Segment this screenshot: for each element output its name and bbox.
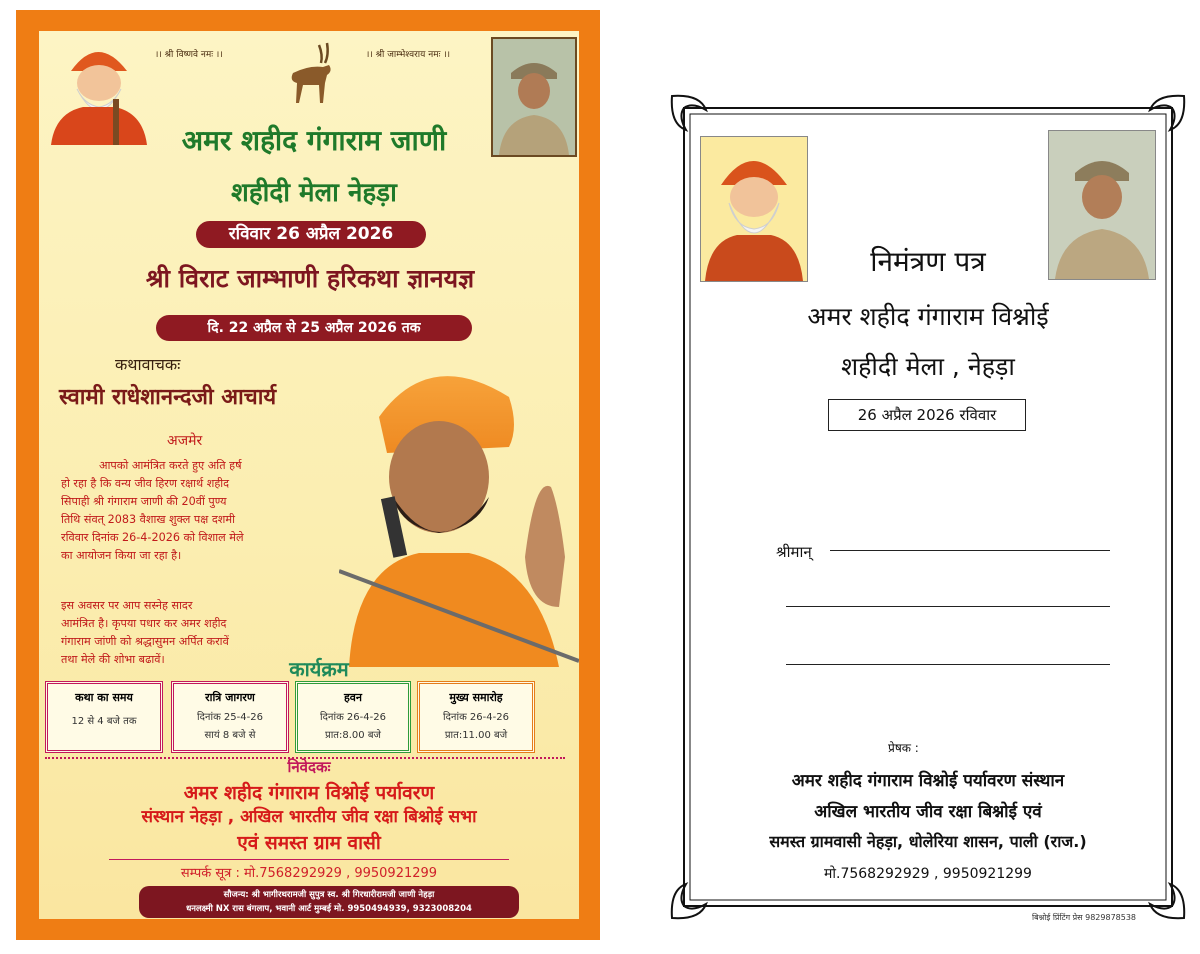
invite-line: आपको आमंत्रित करते हुए अति हर्ष <box>99 459 242 472</box>
program-box-line: 12 से 4 बजे तक <box>71 716 137 727</box>
sender-line3: समस्त ग्रामवासी नेहड़ा, धोलेरिया शासन, पाली (राज.) <box>769 832 1087 851</box>
saint-illustration <box>43 35 153 145</box>
sender-line1: अमर शहीद गंगाराम विश्नोई पर्यावरण संस्थान <box>791 771 1065 791</box>
recipient-address-line <box>786 664 1110 665</box>
invitation-card <box>670 94 1186 920</box>
saint-portrait <box>700 136 808 282</box>
katha-title: श्री विराट जाम्भाणी हरिकथा ज्ञानयज्ञ <box>145 264 475 293</box>
recipient-name-line <box>830 550 1110 551</box>
blackbuck-deer-icon <box>279 41 349 107</box>
recipient-address-line <box>786 606 1110 607</box>
speaker-name: स्वामी राधेशानन्दजी आचार्य <box>59 385 277 410</box>
program-box-samaroh <box>417 681 535 753</box>
card-phone: मो.7568292929 , 9950921299 <box>824 866 1032 882</box>
sender-line2: अखिल भारतीय जीव रक्षा बिश्नोई एवं <box>814 802 1042 822</box>
date-pill: रविवार 26 अप्रैल 2026 <box>196 221 426 248</box>
program-heading: कार्यक्रम <box>289 657 349 681</box>
poster-panel <box>39 31 579 919</box>
org-line1: अमर शहीद गंगाराम विश्नोई पर्यावरण <box>183 782 435 804</box>
contact-line: सम्पर्क सूत्र : मो.7568292929 , 9950921299 <box>180 866 438 881</box>
invite-line: इस अवसर पर आप सस्नेह सादर <box>61 599 193 612</box>
program-box-title: मुख्य समारोह <box>449 691 503 704</box>
kathavachak-label: कथावाचकः <box>115 355 181 374</box>
program-box-katha <box>45 681 163 753</box>
program-box-title: हवन <box>343 691 363 704</box>
card-line1: अमर शहीद गंगाराम विश्नोई <box>807 302 1049 331</box>
invite-line: रविवार दिनांक 26-4-2026 को विशाल मेले <box>61 531 244 544</box>
program-box-line: प्रात:8.00 बजे <box>325 730 381 741</box>
card-title: निमंत्रण पत्र <box>870 245 986 278</box>
footer-credit-line2: धनलक्ष्मी NX रास बंगलाप, भवानी आर्ट मुम्बई मो. 9950494939, 9323008204 <box>186 904 472 914</box>
poster-title-line2: शहीदी मेला नेहड़ा <box>231 178 397 208</box>
press-credit: बिश्नोई प्रिंटिंग प्रेस 9829878538 <box>1032 913 1137 922</box>
speaker-city: अजमेर <box>167 433 203 449</box>
program-box-havan <box>295 681 411 753</box>
preshak-label: प्रेषक : <box>888 741 919 755</box>
divider <box>109 859 509 860</box>
soldier-photo <box>491 37 577 157</box>
footer-credit <box>139 886 519 918</box>
program-box-title: रात्रि जागरण <box>205 691 255 704</box>
program-box-jagran <box>171 681 289 753</box>
program-box-title: कथा का समय <box>75 691 133 704</box>
program-box-line: दिनांक 26-4-26 <box>320 712 386 723</box>
card-date-box: 26 अप्रैल 2026 रविवार <box>828 399 1026 431</box>
footer-credit-line1: सौजन्य: श्री भागीरथरामजी सुपुत्र स्व. श्री गिरधारीरामजी जाणी नेहड़ा <box>223 890 435 900</box>
invite-line: तिथि संवत् 2083 वैशाख शुक्ल पक्ष दशमी <box>61 513 235 526</box>
program-box-line: दिनांक 25-4-26 <box>197 712 263 723</box>
poster-title-line1: अमर शहीद गंगाराम जाणी <box>181 124 447 157</box>
program-box-line: सायं 8 बजे से <box>204 730 256 741</box>
invite-line: आमंत्रित है। कृपया पधार कर अमर शहीद <box>61 617 227 630</box>
program-box-line: प्रात:11.00 बजे <box>444 730 508 741</box>
mantra-left: ।। श्री विष्णवे नमः ।। <box>155 50 223 60</box>
soldier-portrait <box>1048 130 1156 280</box>
shriman-label: श्रीमान् <box>776 543 812 561</box>
nivedak-label: निवेदकः <box>287 758 331 776</box>
invite-line: तथा मेले की शोभा बढावें। <box>61 653 165 666</box>
invite-line: गंगाराम जांणी को श्रद्धासुमन अर्पित करावें <box>61 635 229 648</box>
invite-line: हो रहा है कि वन्य जीव हिरण रक्षार्थ शहीद <box>61 477 230 490</box>
invite-paragraph-1 <box>61 457 321 565</box>
org-line3: एवं समस्त ग्राम वासी <box>237 832 381 854</box>
speaker-photo <box>339 357 579 667</box>
invite-line: का आयोजन किया जा रहा है। <box>61 549 182 562</box>
program-box-line: दिनांक 26-4-26 <box>443 712 509 723</box>
katha-dates-pill: दि. 22 अप्रैल से 25 अप्रैल 2026 तक <box>156 315 472 341</box>
invite-line: सिपाही श्री गंगाराम जाणी की 20वीं पुण्य <box>61 495 227 508</box>
poster-border <box>16 10 600 940</box>
card-line2: शहीदी मेला , नेहड़ा <box>841 352 1015 381</box>
org-line2: संस्थान नेहड़ा , अखिल भारतीय जीव रक्षा बिश्नोई सभा <box>141 807 477 827</box>
mantra-right: ।। श्री जाम्भेश्वराय नमः ।। <box>366 50 451 60</box>
